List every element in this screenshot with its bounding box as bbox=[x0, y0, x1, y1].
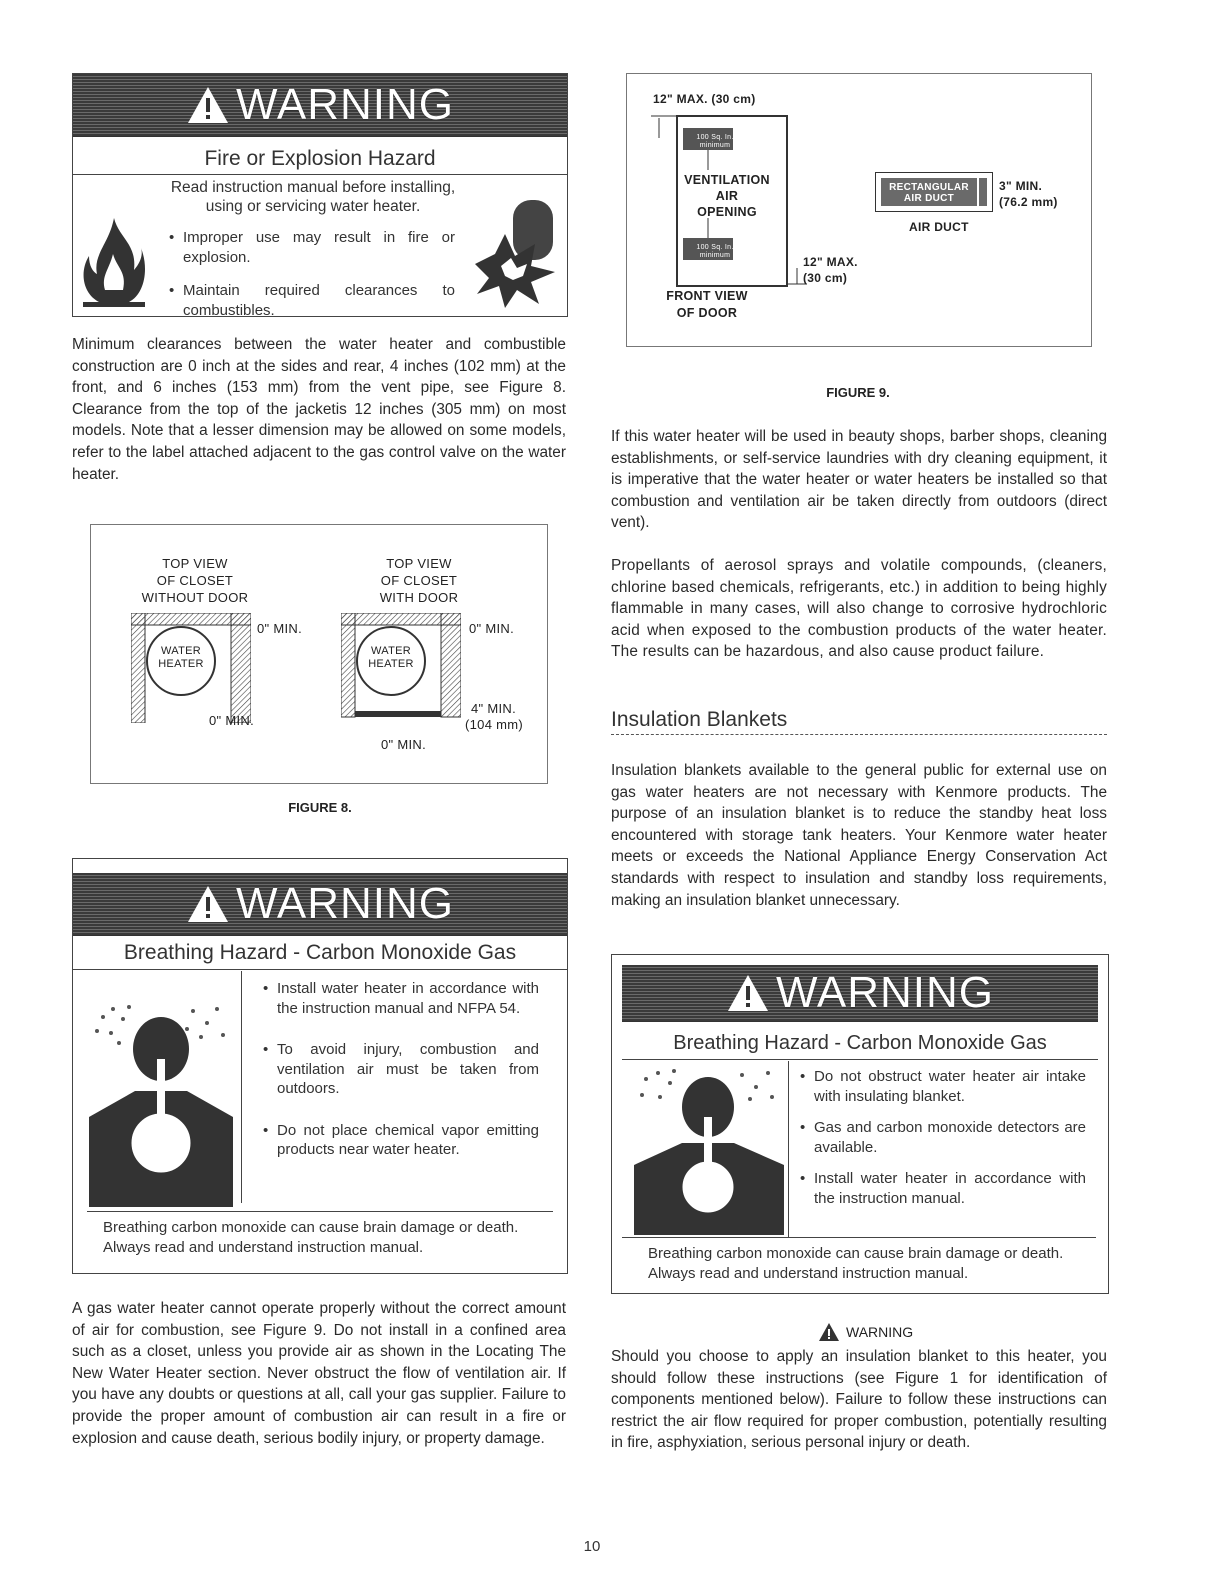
bottom-max-label: 12" MAX. (30 cm) bbox=[803, 255, 858, 285]
small-warning-heading bbox=[818, 1322, 913, 1342]
figure-8-caption: FIGURE 8. bbox=[288, 800, 352, 815]
clearance-side-right: 0" MIN. bbox=[469, 621, 514, 636]
hazard-title: Breathing Hazard - Carbon Monoxide Gas bbox=[73, 939, 567, 970]
icon-divider bbox=[788, 1061, 789, 1237]
clearance-rear-right: 0" MIN. bbox=[381, 737, 426, 752]
warning-word: WARNING bbox=[235, 80, 455, 129]
icon-divider bbox=[241, 971, 242, 1203]
warning-banner bbox=[73, 74, 567, 137]
warning-fire-explosion bbox=[72, 73, 568, 317]
bullet-item: • Improper use may result in fire or explosion. bbox=[165, 228, 455, 267]
top-max-label: 12" MAX. (30 cm) bbox=[653, 92, 756, 106]
propellants-paragraph: Propellants of aerosol sprays and volatile compounds, (cleaners, chlorine based chemicals, refrigerants, etc.) in addition to being highly flammable in many cases, will also change to corrosive hydrochloric acid when exposed to the combustion products of the water heater. The results can be hazardous, and also cause product failure. bbox=[611, 557, 1107, 661]
clearance-front-4in: 4" MIN. bbox=[471, 701, 516, 716]
bullet-item: • Do not obstruct water heater air intake with insulating blanket. bbox=[796, 1067, 1086, 1106]
warning-carbon-monoxide-left bbox=[72, 858, 568, 1274]
warning-word: WARNING bbox=[775, 968, 995, 1017]
ventilation-label: VENTILATION AIR OPENING bbox=[684, 173, 770, 219]
bullet-item: • Install water heater in accordance with the instruction manual and NFPA 54. bbox=[259, 979, 539, 1018]
figure-9 bbox=[626, 73, 1092, 347]
hazard-title: Fire or Explosion Hazard bbox=[73, 146, 567, 175]
warning-carbon-monoxide-right bbox=[611, 954, 1109, 1294]
clearance-front-left: 0" MIN. bbox=[209, 713, 254, 728]
combustion-air-paragraph: A gas water heater cannot operate properly without the correct amount of air for combustion, see Figure 9. Do not install in a confined area such as a closet, unless you provide air as shown in the Locating The New Water Heater section. Never obstruct the flow of ventilation air. If you have any doubts or questions at all, call your gas supplier. Failure to provide the proper amount of combustion air can result in a fire or explosion and cause death, serious bodily injury, or property damage. bbox=[72, 1300, 566, 1447]
flame-icon bbox=[79, 214, 149, 310]
insulation-blanket-paragraph: Should you choose to apply an insulation blanket to this heater, you should follow these instructions (see Figure 1 for identification of components mentioned below). Failure to follow these instructions can restrict the air flow required for proper combustion, potentially resulting in fire, asphyxiation, serious personal injury or death. bbox=[611, 1348, 1107, 1452]
hazard-footer: Breathing carbon monoxide can cause brain damage or death. Always read and understand instruction manual. bbox=[87, 1211, 553, 1257]
duct-label: RECTANGULAR AIR DUCT bbox=[889, 182, 969, 204]
figure-8 bbox=[90, 524, 548, 784]
front-view-label: FRONT VIEW OF DOOR bbox=[666, 289, 748, 320]
person-inhaling-gas-icon bbox=[89, 999, 233, 1207]
bullet-item: • Maintain required clearances to combustibles. bbox=[165, 281, 455, 320]
warning-word: WARNING bbox=[235, 879, 455, 928]
warning-banner bbox=[73, 873, 567, 936]
duct-min-label: 3" MIN. (76.2 mm) bbox=[999, 179, 1058, 209]
warning-banner bbox=[622, 965, 1098, 1022]
small-box-bottom-label: 100 Sq. In. minimum bbox=[696, 244, 734, 259]
bullet-item: • Do not place chemical vapor emitting products near water heater. bbox=[259, 1121, 539, 1160]
right-view-title: TOP VIEW OF CLOSET WITH DOOR bbox=[379, 556, 459, 605]
page-number: 10 bbox=[583, 1538, 601, 1555]
insulation-paragraph: Insulation blankets available to the general public for external use on gas water heaters are not necessary with Kenmore products. The purpose of an insulation blanket is to reduce the standby heat loss encountered with storage tank heaters. Your Kenmore water heater meets or exceeds the National Appliance Energy Conservation Act standards with respect to insulation and standby loss requirements, making an insulation blanket unnecessary. bbox=[611, 762, 1107, 909]
person-inhaling-gas-icon bbox=[634, 1065, 784, 1235]
hazard-title: Breathing Hazard - Carbon Monoxide Gas bbox=[622, 1029, 1098, 1060]
warning-triangle-icon bbox=[186, 85, 230, 125]
warning-triangle-icon bbox=[726, 973, 770, 1013]
warning-triangle-icon bbox=[818, 1322, 840, 1342]
air-duct-label: AIR DUCT bbox=[909, 220, 969, 234]
heater-label-left: WATER HEATER bbox=[158, 645, 204, 670]
small-box-top-label: 100 Sq. In. minimum bbox=[696, 134, 734, 149]
small-warning-text: WARNING bbox=[846, 1324, 914, 1340]
clearance-side-left: 0" MIN. bbox=[257, 621, 302, 636]
beauty-shops-paragraph: If this water heater will be used in beauty shops, barber shops, cleaning establishments, or self-service laundries with dry cleaning equipment, it is imperative that the water heater or water heaters be installed so that combustion and ventilation air be taken directly from outdoors (direct vent). bbox=[611, 428, 1107, 532]
clearances-paragraph: Minimum clearances between the water heater and combustible construction are 0 inch at the sides and rear, 4 inches (102 mm) at the front, and 6 inches (153 mm) from the vent pipe, see Figure 8. Clearance from the top of the jacketis 12 inches (305 mm) on most models. Note that a lesser dimension may be allowed on some models, refer to the label attached adjacent to the gas control valve on the water heater. bbox=[72, 336, 566, 483]
figure-9-caption: FIGURE 9. bbox=[826, 385, 890, 400]
hazard-footer: Breathing carbon monoxide can cause brain damage or death. Always read and understand instruction manual. bbox=[622, 1237, 1096, 1283]
hazard-intro: Read instruction manual before installing, using or servicing water heater. bbox=[170, 179, 456, 215]
insulation-heading: Insulation Blankets bbox=[611, 708, 1107, 735]
warning-triangle-icon bbox=[186, 884, 230, 924]
bullet-item: • Install water heater in accordance with the instruction manual. bbox=[796, 1169, 1086, 1208]
explosion-icon bbox=[465, 194, 563, 312]
bullet-item: • Gas and carbon monoxide detectors are available. bbox=[796, 1118, 1086, 1157]
left-view-title: TOP VIEW OF CLOSET WITHOUT DOOR bbox=[141, 556, 249, 605]
clearance-front-mm: (104 mm) bbox=[465, 717, 524, 732]
heater-label-right: WATER HEATER bbox=[368, 645, 414, 670]
bullet-item: • To avoid injury, combustion and ventilation air must be taken from outdoors. bbox=[259, 1040, 539, 1099]
